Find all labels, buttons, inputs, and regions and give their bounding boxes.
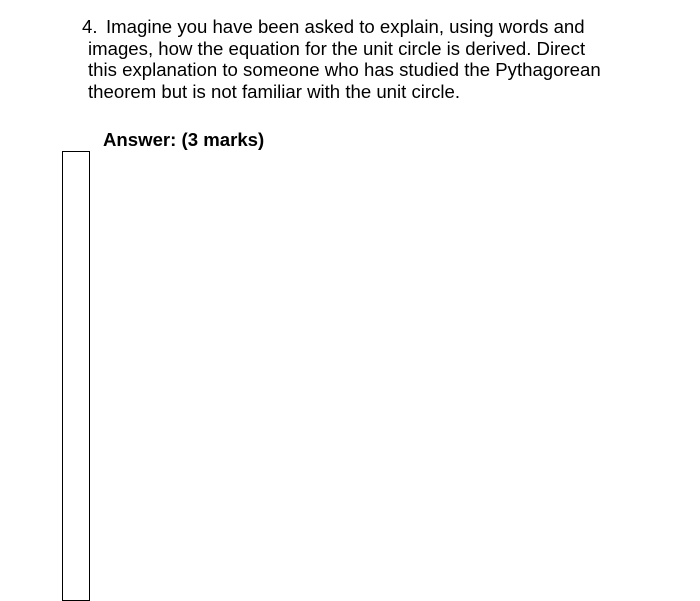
- answer-label: Answer: (3 marks): [103, 129, 265, 150]
- question-number: 4.: [82, 16, 98, 37]
- question-text-line-2: images, how the equation for the unit circle is derived. Direct: [88, 37, 586, 59]
- question-text-line-4: theorem but is not familiar with the unit circle.: [88, 80, 461, 102]
- question-text-line-1: Imagine you have been asked to explain, using words and: [106, 16, 585, 37]
- question-block: [82, 16, 662, 102]
- question-line-1: [82, 16, 662, 38]
- answer-box[interactable]: [62, 151, 90, 601]
- question-text-line-3: this explanation to someone who has studied the Pythagorean: [88, 59, 601, 81]
